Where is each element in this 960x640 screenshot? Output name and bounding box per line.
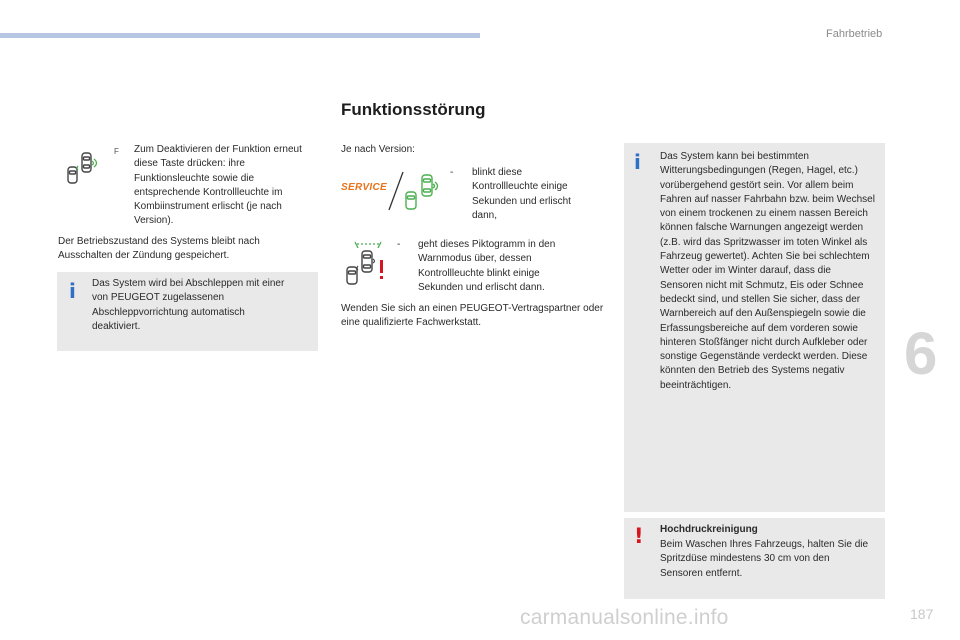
contact-dealer-text: Wenden Sie sich an einen PEUGEOT-Vertragspartner oder eine qualifizierte Fachwerkstatt.	[341, 303, 604, 329]
info-icon: i	[634, 150, 641, 174]
item1-text: blinkt diese Kontrollleuchte einige Sekunden und erlischt dann,	[472, 167, 571, 221]
weather-info-text: Das System kann bei bestimmten Witterungsbedingungen (Regen, Hagel, etc.) vorübergehend gestört sein. Vor allem beim Fahren auf nasser Fahrbahn bzw. beim Wechsel von einem trockenen zu einem nassen Bereich können falsche Warnungen angezeigt werden (z.B. wird das Spritzwasser im toten Winkel als Fahrzeug gewertet). Achten Sie bei schlechtem Wetter oder im Winter darauf, dass die Sensoren nicht mit Schmutz, Eis oder Schnee bedeckt sind, und stellen Sie sicher, dass der Warnbereich auf den Außenspiegeln sowie die Erfassungsbereiche auf dem vorderen sowie hinteren Stoßfänger nicht durch Aufkleber oder sonstige Gegenstände verdeckt werden. Diese könnten den Betrieb des Systems negativ beeinträchtigen.	[660, 151, 875, 391]
version-intro: Je nach Version:	[341, 144, 415, 155]
towing-info-text: Das System wird bei Abschleppen mit einer von PEUGEOT zugelassenen Abschleppvorrichtung automatisch deaktiviert.	[92, 278, 285, 332]
blind-spot-cars-green-icon	[402, 172, 440, 212]
page-number: 187	[910, 606, 934, 622]
section-label: Fahrbetrieb	[826, 28, 883, 40]
warning-title: Hochdruckreinigung	[660, 524, 758, 535]
blind-spot-alert-icon	[343, 238, 389, 288]
warning-text: Beim Waschen Ihres Fahrzeugs, halten Sie die Spritzdüse mindestens 30 cm von den Sensoren entfernt.	[660, 539, 869, 579]
bullet-marker: F	[114, 147, 119, 156]
item2-text: geht dieses Piktogramm in den Warnmodus über, dessen Kontrollleuchte blinkt einige Sekunden und erlischt dann.	[418, 239, 556, 293]
exclamation-icon: !	[634, 524, 644, 548]
deactivate-instruction: Zum Deaktivieren der Funktion erneut diese Taste drücken: ihre Funktionsleuchte sowie die entsprechende Kontrollleuchte im Kombiinstrument erlischt (je nach Version).	[134, 144, 302, 227]
watermark: carmanualsonline.info	[520, 606, 729, 629]
service-warning-icon: SERVICE	[341, 182, 388, 193]
list-dash-1: -	[450, 167, 454, 178]
info-icon: i	[69, 279, 76, 303]
header-bar	[0, 33, 480, 38]
state-memory-text: Der Betriebszustand des Systems bleibt nach Ausschalten der Zündung gespeichert.	[58, 236, 260, 262]
list-dash-2: -	[397, 239, 401, 250]
page-title: Funktionsstörung	[341, 100, 486, 119]
blind-spot-cars-icon	[64, 150, 100, 186]
chapter-number: 6	[904, 320, 938, 387]
